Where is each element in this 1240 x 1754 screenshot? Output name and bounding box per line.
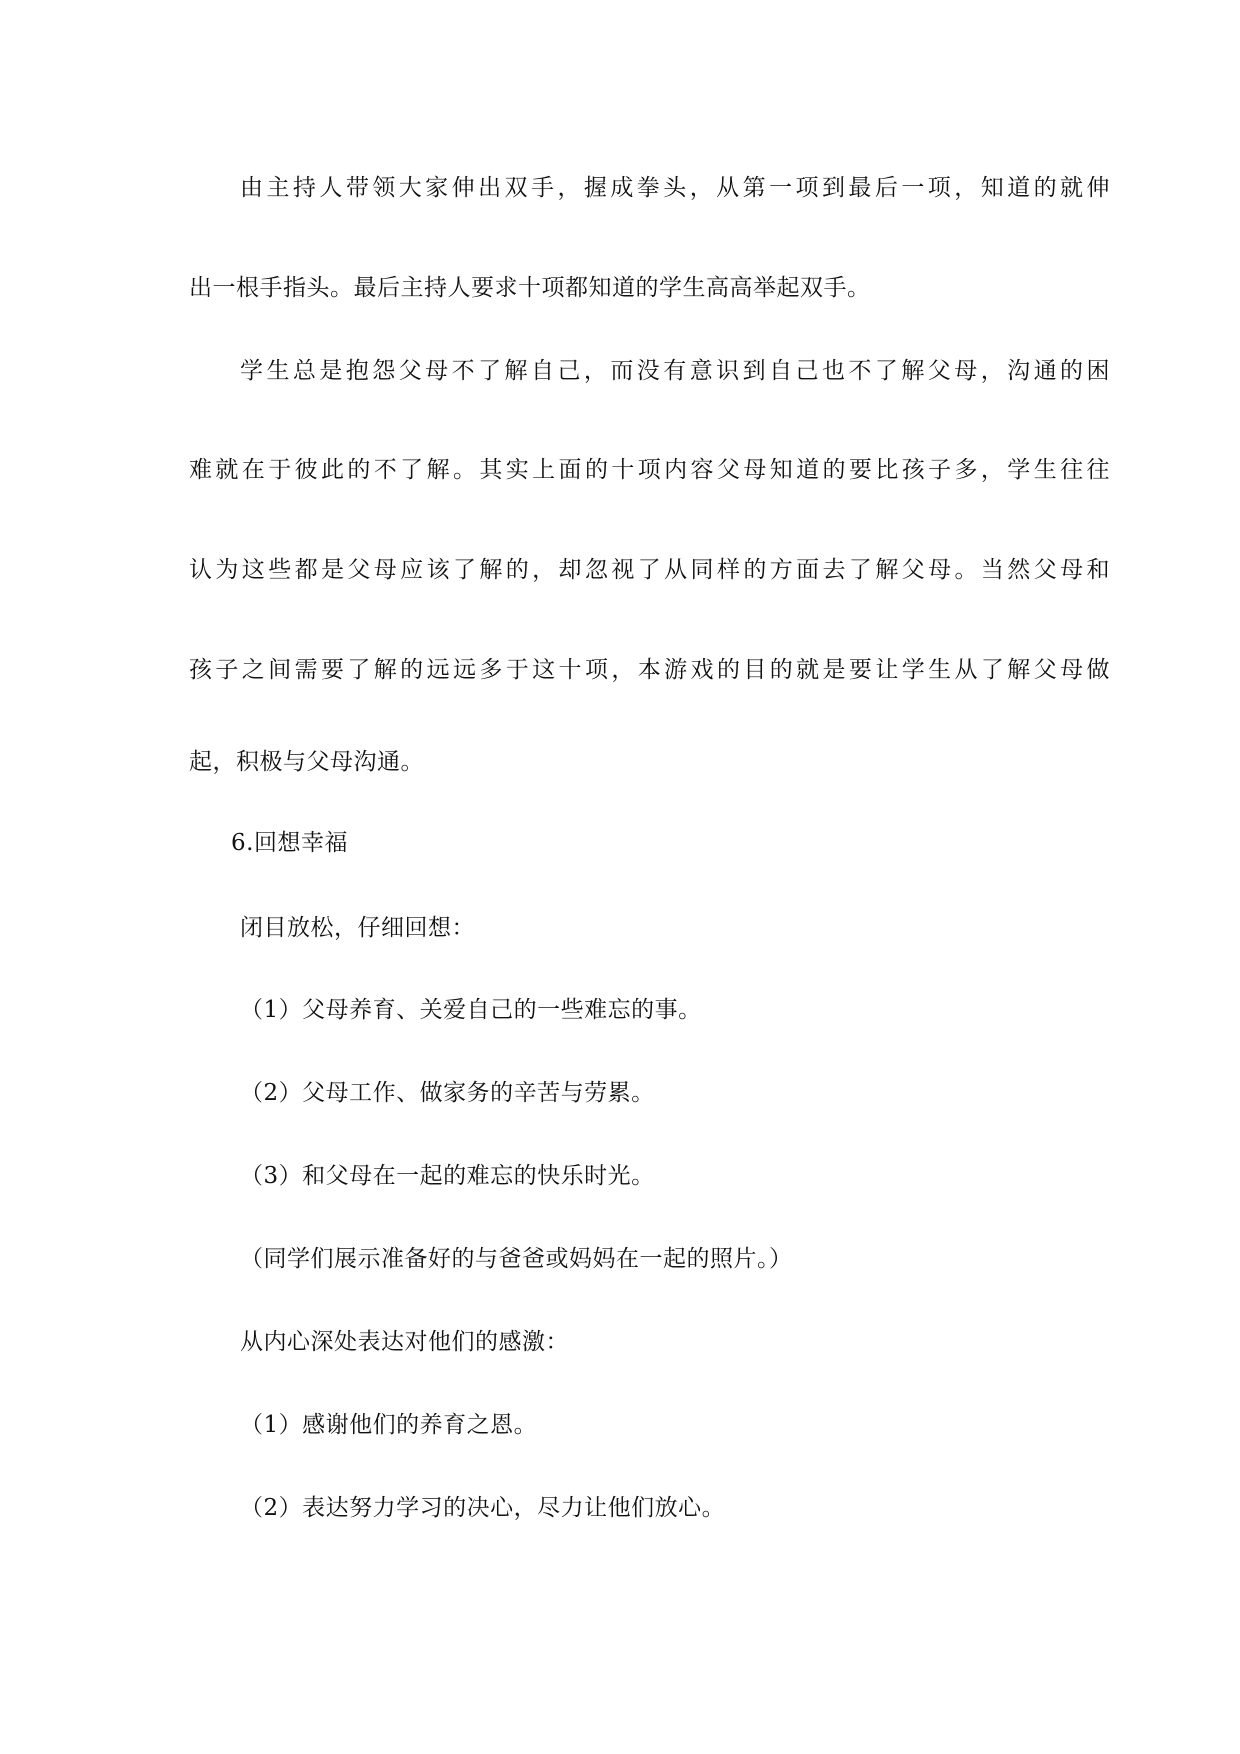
list-item: （1）感谢他们的养育之恩。	[240, 1412, 538, 1438]
section-heading: 6.回想幸福	[231, 830, 348, 856]
paragraph-1-line-2: 出一根手指头。最后主持人要求十项都知道的学生高高举起双手。	[189, 275, 871, 301]
paragraph-2-line-3: 认为这些都是父母应该了解的，却忽视了从同样的方面去了解父母。当然父母和	[189, 557, 1110, 583]
list-item: （1）父母养育、关爱自己的一些难忘的事。	[240, 997, 702, 1023]
intro-gratitude: 从内心深处表达对他们的感激：	[240, 1329, 569, 1355]
paragraph-2-line-2: 难就在于彼此的不了解。其实上面的十项内容父母知道的要比孩子多，学生往往	[189, 457, 1110, 483]
intro-recall: 闭目放松，仔细回想：	[240, 915, 475, 941]
photo-note: （同学们展示准备好的与爸爸或妈妈在一起的照片。）	[240, 1246, 793, 1272]
paragraph-2-line-5: 起，积极与父母沟通。	[189, 749, 424, 775]
list-item: （2）表达努力学习的决心，尽力让他们放心。	[240, 1495, 726, 1521]
list-item: （3）和父母在一起的难忘的快乐时光。	[240, 1163, 655, 1189]
list-item: （2）父母工作、做家务的辛苦与劳累。	[240, 1080, 655, 1106]
paragraph-2-line-4: 孩子之间需要了解的远远多于这十项，本游戏的目的就是要让学生从了解父母做	[189, 657, 1110, 683]
paragraph-1-line-1: 由主持人带领大家伸出双手，握成拳头，从第一项到最后一项，知道的就伸	[240, 175, 1110, 201]
paragraph-2-line-1: 学生总是抱怨父母不了解自己，而没有意识到自己也不了解父母，沟通的困	[240, 358, 1110, 384]
